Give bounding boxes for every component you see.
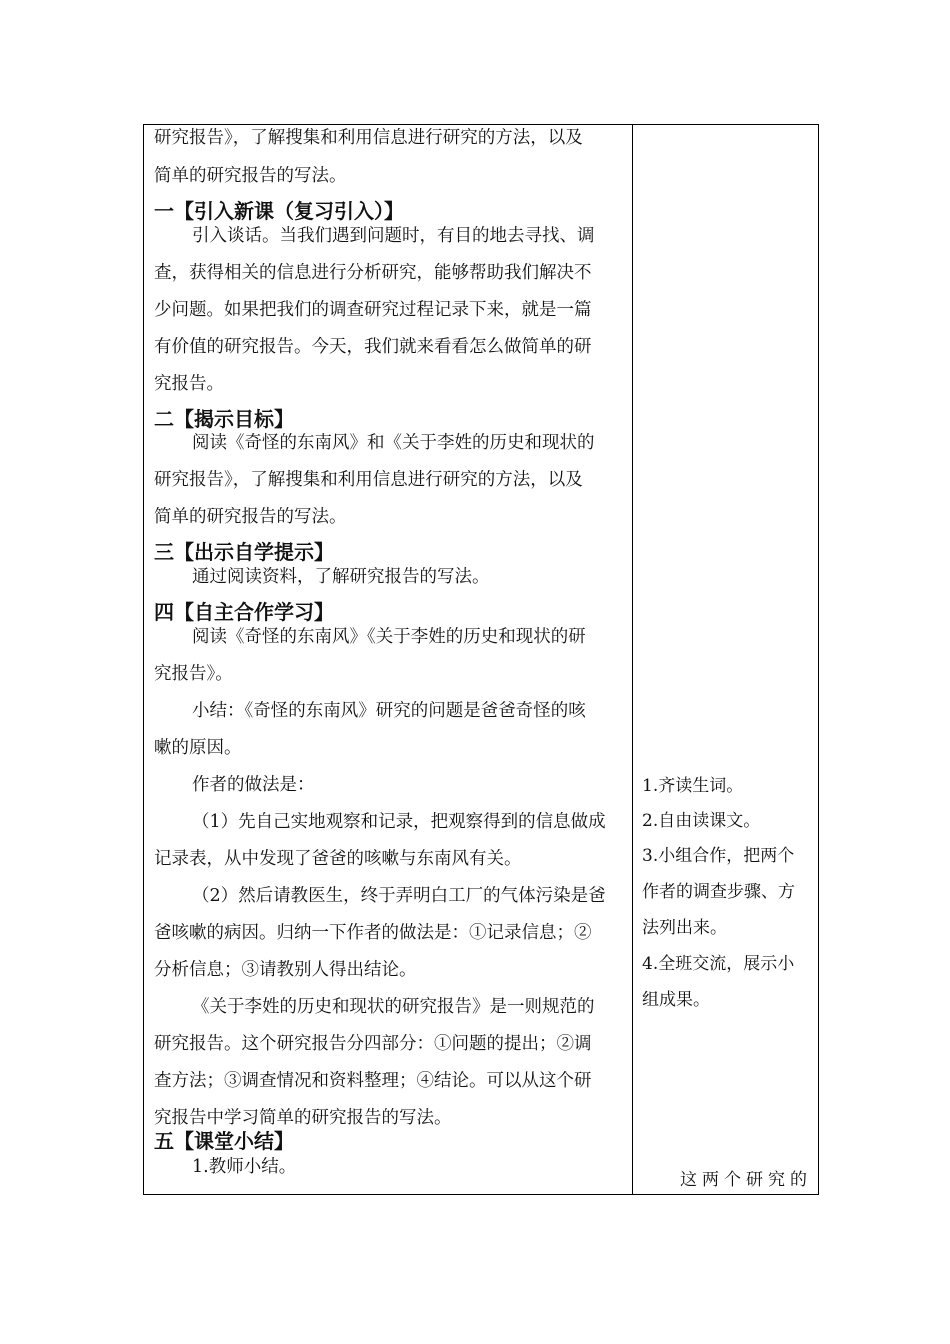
- text-line: 简单的研究报告的写法。: [154, 507, 347, 527]
- text-line: 查方法；③调查情况和资料整理；④结论。可以从这个研: [154, 1071, 592, 1091]
- text-line: （1）先自己实地观察和记录，把观察得到的信息做成: [192, 812, 606, 832]
- activity-line: 作者的调查步骤、方: [642, 882, 795, 902]
- text-line: 究报告》。: [154, 664, 233, 684]
- text-line: 嗽的原因。: [154, 738, 242, 758]
- text-line: 1.教师小结。: [192, 1157, 297, 1177]
- section-heading: 四【自主合作学习】: [154, 600, 334, 624]
- text-line: 阅读《奇怪的东南风》和《关于李姓的历史和现状的: [192, 433, 595, 453]
- text-line: 简单的研究报告的写法。: [154, 166, 347, 186]
- text-line: 研究报告。这个研究报告分四部分：①问题的提出；②调: [154, 1034, 592, 1054]
- text-line: 引入谈话。当我们遇到问题时，有目的地去寻找、调: [192, 226, 595, 246]
- activity-line: 组成果。: [642, 990, 710, 1010]
- text-line: 研究报告》，了解搜集和利用信息进行研究的方法，以及: [154, 128, 583, 148]
- text-line: 分析信息；③请教别人得出结论。: [154, 960, 417, 980]
- text-line: 有价值的研究报告。今天，我们就来看看怎么做简单的研: [154, 337, 592, 357]
- text-line: 通过阅读资料，了解研究报告的写法。: [192, 567, 490, 587]
- text-line: 记录表，从中发现了爸爸的咳嗽与东南风有关。: [154, 849, 522, 869]
- text-line: 《关于李姓的历史和现状的研究报告》是一则规范的: [192, 997, 595, 1017]
- text-line: 爸咳嗽的病因。归纳一下作者的做法是：①记录信息；②: [154, 923, 592, 943]
- activity-line: 2.自由读课文。: [642, 811, 761, 831]
- text-line: 少问题。如果把我们的调查研究过程记录下来，就是一篇: [154, 300, 592, 320]
- text-line: 阅读《奇怪的东南风》《关于李姓的历史和现状的研: [192, 627, 586, 647]
- text-line: 小结：《奇怪的东南风》研究的问题是爸爸奇怪的咳: [192, 701, 586, 721]
- column-divider: [632, 125, 633, 1194]
- section-heading: 三【出示自学提示】: [154, 540, 334, 564]
- activity-line: 法列出来。: [642, 918, 727, 938]
- section-heading: 五【课堂小结】: [154, 1129, 294, 1153]
- text-line: 究报告中学习简单的研究报告的写法。: [154, 1108, 452, 1128]
- text-line: 究报告。: [154, 374, 224, 394]
- text-line: （2）然后请教医生，终于弄明白工厂的气体污染是爸: [192, 886, 606, 906]
- section-heading: 一【引入新课（复习引入）】: [154, 199, 404, 223]
- section-heading: 二【揭示目标】: [154, 407, 294, 431]
- text-line: 作者的做法是：: [192, 775, 315, 795]
- lesson-plan-table: [143, 124, 819, 1195]
- text-line: 研究报告》，了解搜集和利用信息进行研究的方法，以及: [154, 470, 583, 490]
- activity-line: 4.全班交流，展示小: [642, 954, 795, 974]
- activity-line: 这两个研究的: [680, 1170, 812, 1190]
- activity-line: 3.小组合作，把两个: [642, 846, 795, 866]
- activity-line: 1.齐读生词。: [642, 776, 744, 796]
- text-line: 查，获得相关的信息进行分析研究，能够帮助我们解决不: [154, 263, 592, 283]
